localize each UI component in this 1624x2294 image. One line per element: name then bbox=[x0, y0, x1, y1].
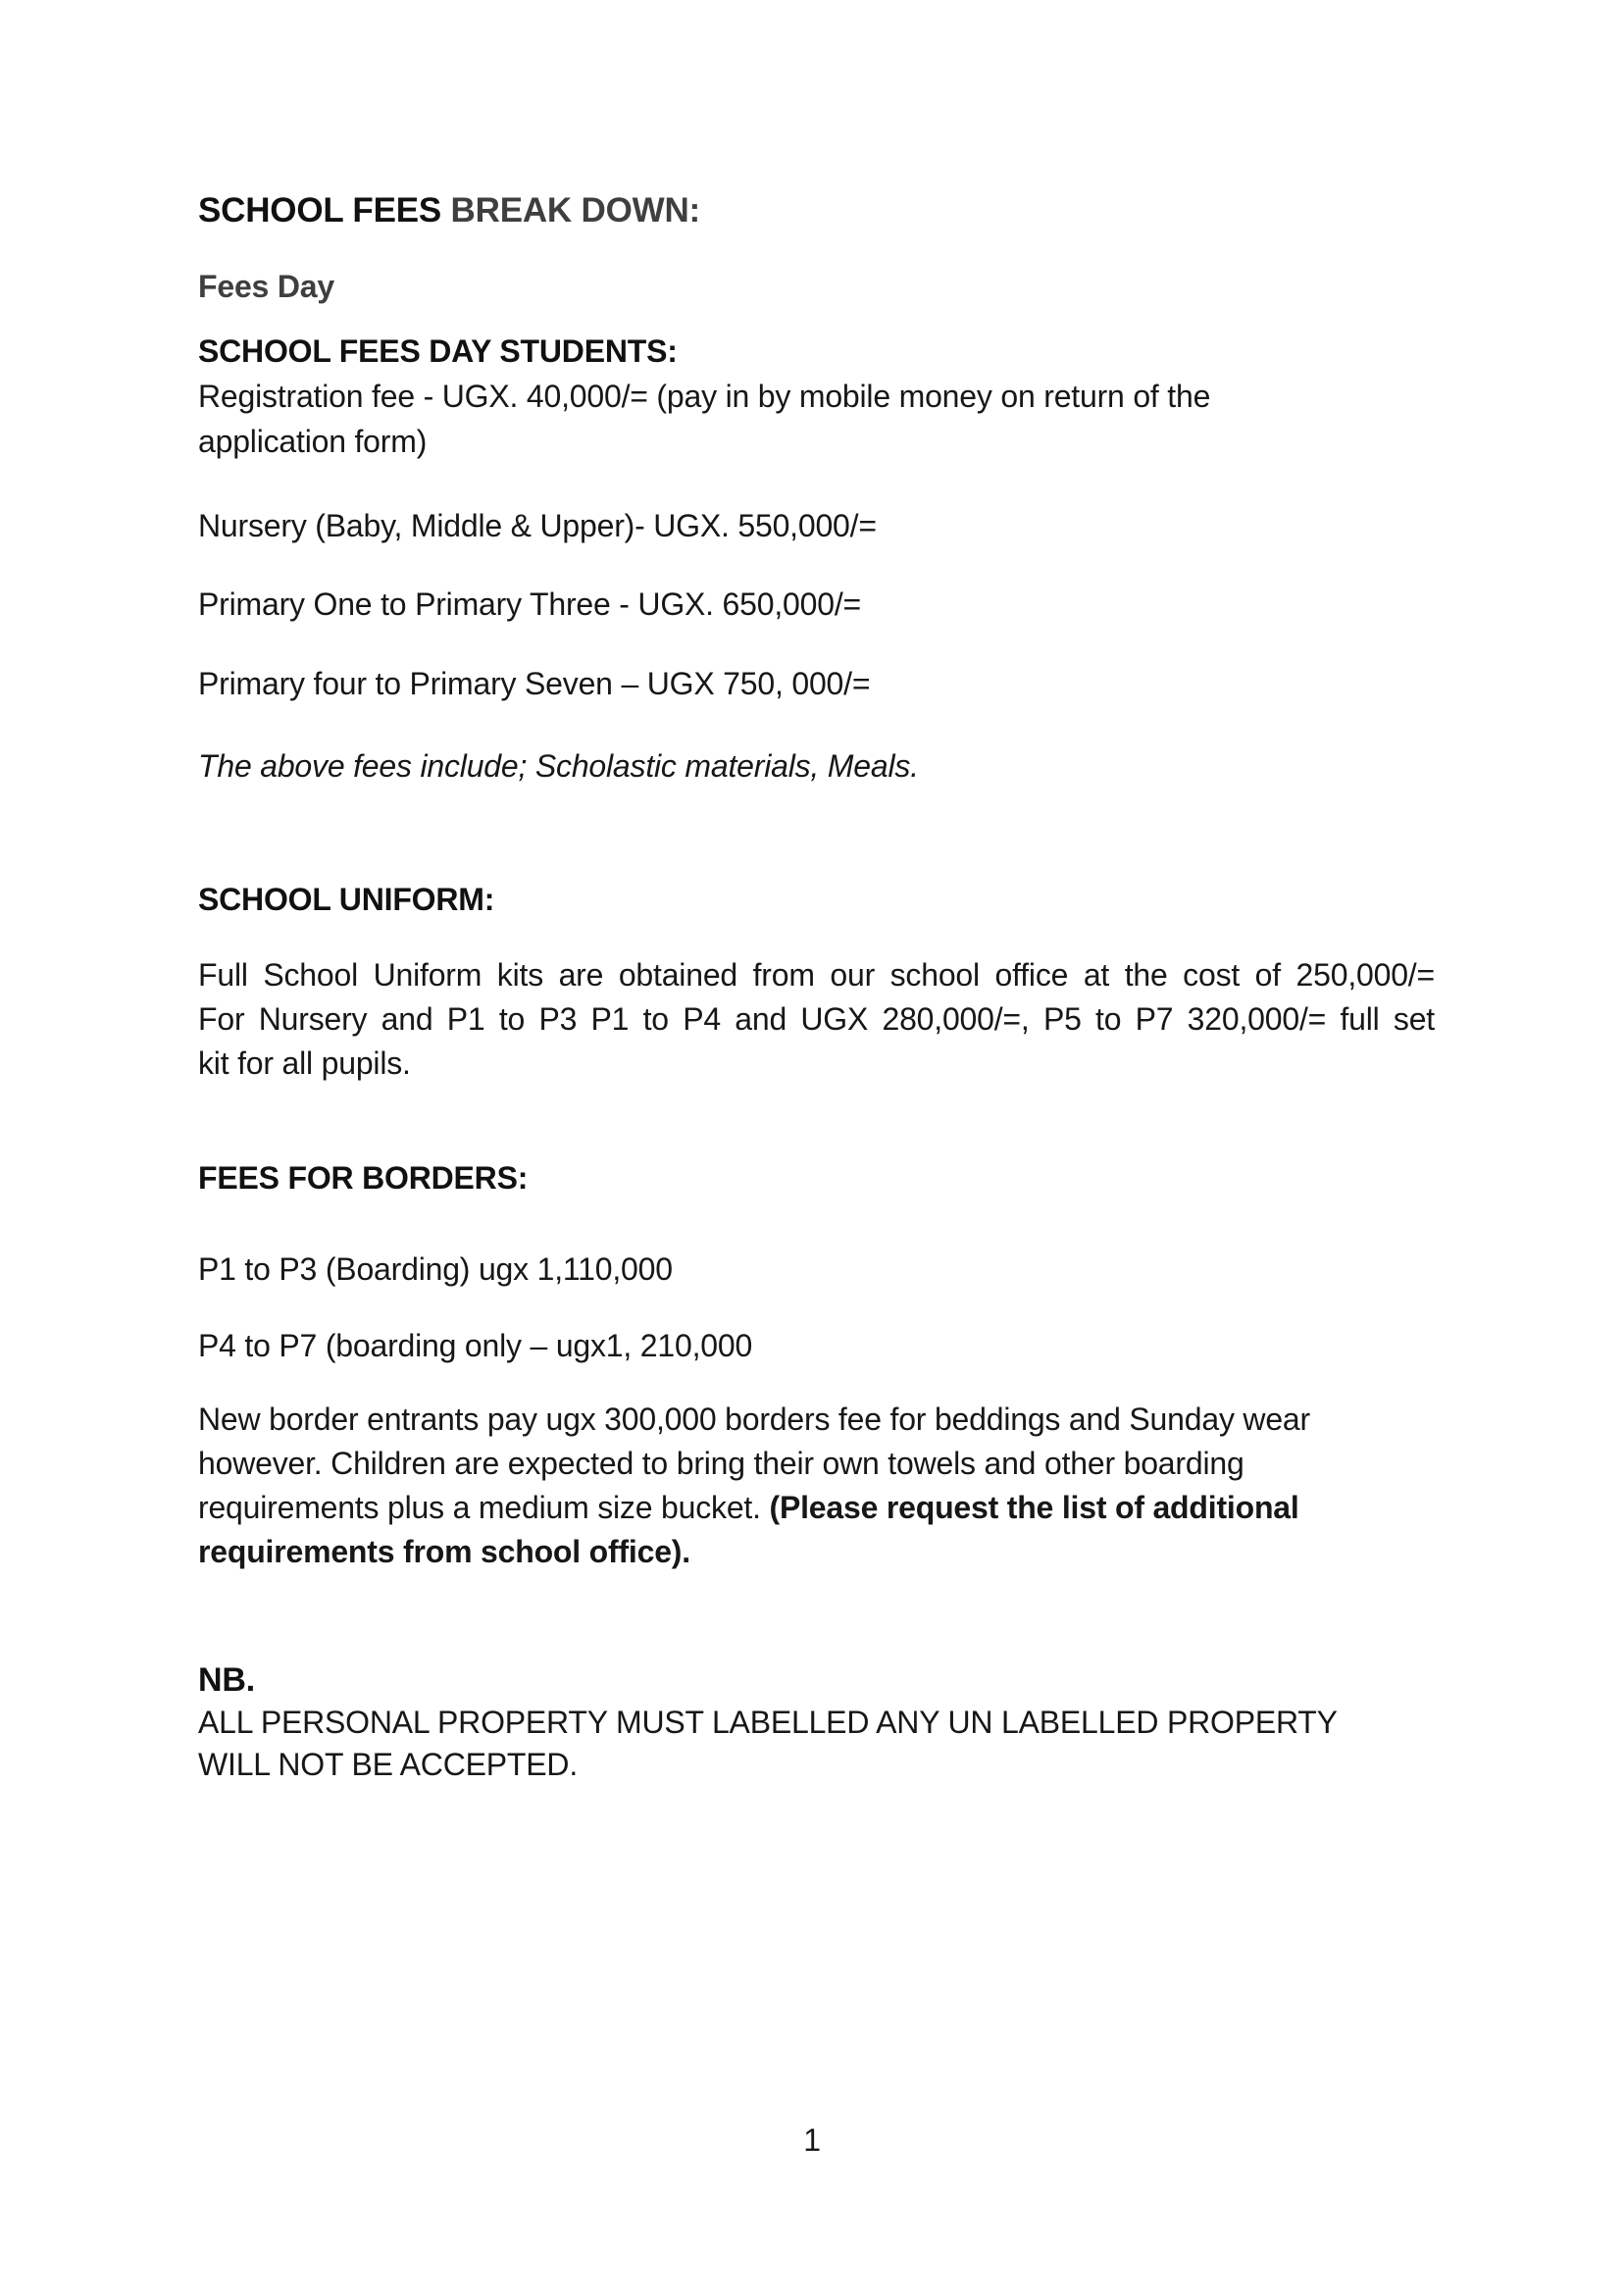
nb-line-2: WILL NOT BE ACCEPTED. bbox=[198, 1747, 579, 1782]
uniform-line-3: kit for all pupils. bbox=[198, 1045, 411, 1081]
page-number: 1 bbox=[803, 2122, 821, 2158]
document-title bbox=[198, 187, 1435, 233]
borders-heading: FEES FOR BORDERS: bbox=[198, 1160, 529, 1196]
uniform-heading: SCHOOL UNIFORM: bbox=[198, 882, 495, 917]
fees-day-label: Fees Day bbox=[198, 269, 334, 304]
border-entrants-paragraph bbox=[198, 1398, 1435, 1574]
fee-item-primary-four-seven: Primary four to Primary Seven – UGX 750, 000/= bbox=[198, 666, 871, 701]
title-part-black: SCHOOL FEES bbox=[198, 191, 442, 229]
registration-line-2: application form) bbox=[198, 424, 428, 459]
border-fee-item-p4-p7: P4 to P7 (boarding only – ugx1, 210,000 bbox=[198, 1328, 753, 1363]
fees-inclusion-note: The above fees include; Scholastic materials, Meals. bbox=[198, 748, 919, 784]
fee-item-primary-one-three: Primary One to Primary Three - UGX. 650,000/= bbox=[198, 586, 862, 622]
title-part-gray: BREAK DOWN: bbox=[441, 191, 700, 229]
day-students-heading: SCHOOL FEES DAY STUDENTS: bbox=[198, 333, 678, 369]
uniform-paragraph bbox=[198, 953, 1435, 1086]
section-day-students bbox=[198, 329, 1435, 464]
border-para-line-1: New border entrants pay ugx 300,000 borders fee for beddings and Sunday wear bbox=[198, 1402, 1310, 1437]
border-para-line-4-bold: requirements from school office). bbox=[198, 1534, 690, 1569]
nb-section bbox=[198, 1659, 1435, 1786]
border-para-line-3-bold: (Please request the list of additional bbox=[769, 1490, 1299, 1525]
border-fee-item-p1-p3: P1 to P3 (Boarding) ugx 1,110,000 bbox=[198, 1251, 673, 1287]
fee-item-nursery: Nursery (Baby, Middle & Upper)- UGX. 550,000/= bbox=[198, 508, 877, 543]
uniform-line-1: Full School Uniform kits are obtained from our school office at the cost of 250,000/= bbox=[198, 957, 1435, 993]
uniform-line-2: For Nursery and P1 to P3 P1 to P4 and UGX 280,000/=, P5 to P7 320,000/= full set bbox=[198, 1001, 1435, 1037]
border-para-line-2: however. Children are expected to bring their own towels and other boarding bbox=[198, 1446, 1244, 1481]
nb-line-1: ALL PERSONAL PROPERTY MUST LABELLED ANY UN LABELLED PROPERTY bbox=[198, 1705, 1338, 1740]
registration-line-1: Registration fee - UGX. 40,000/= (pay in by mobile money on return of the bbox=[198, 379, 1211, 414]
border-para-line-3 bbox=[198, 1486, 1435, 1530]
nb-heading: NB. bbox=[198, 1661, 255, 1699]
border-para-line-3-regular: requirements plus a medium size bucket. bbox=[198, 1490, 770, 1525]
